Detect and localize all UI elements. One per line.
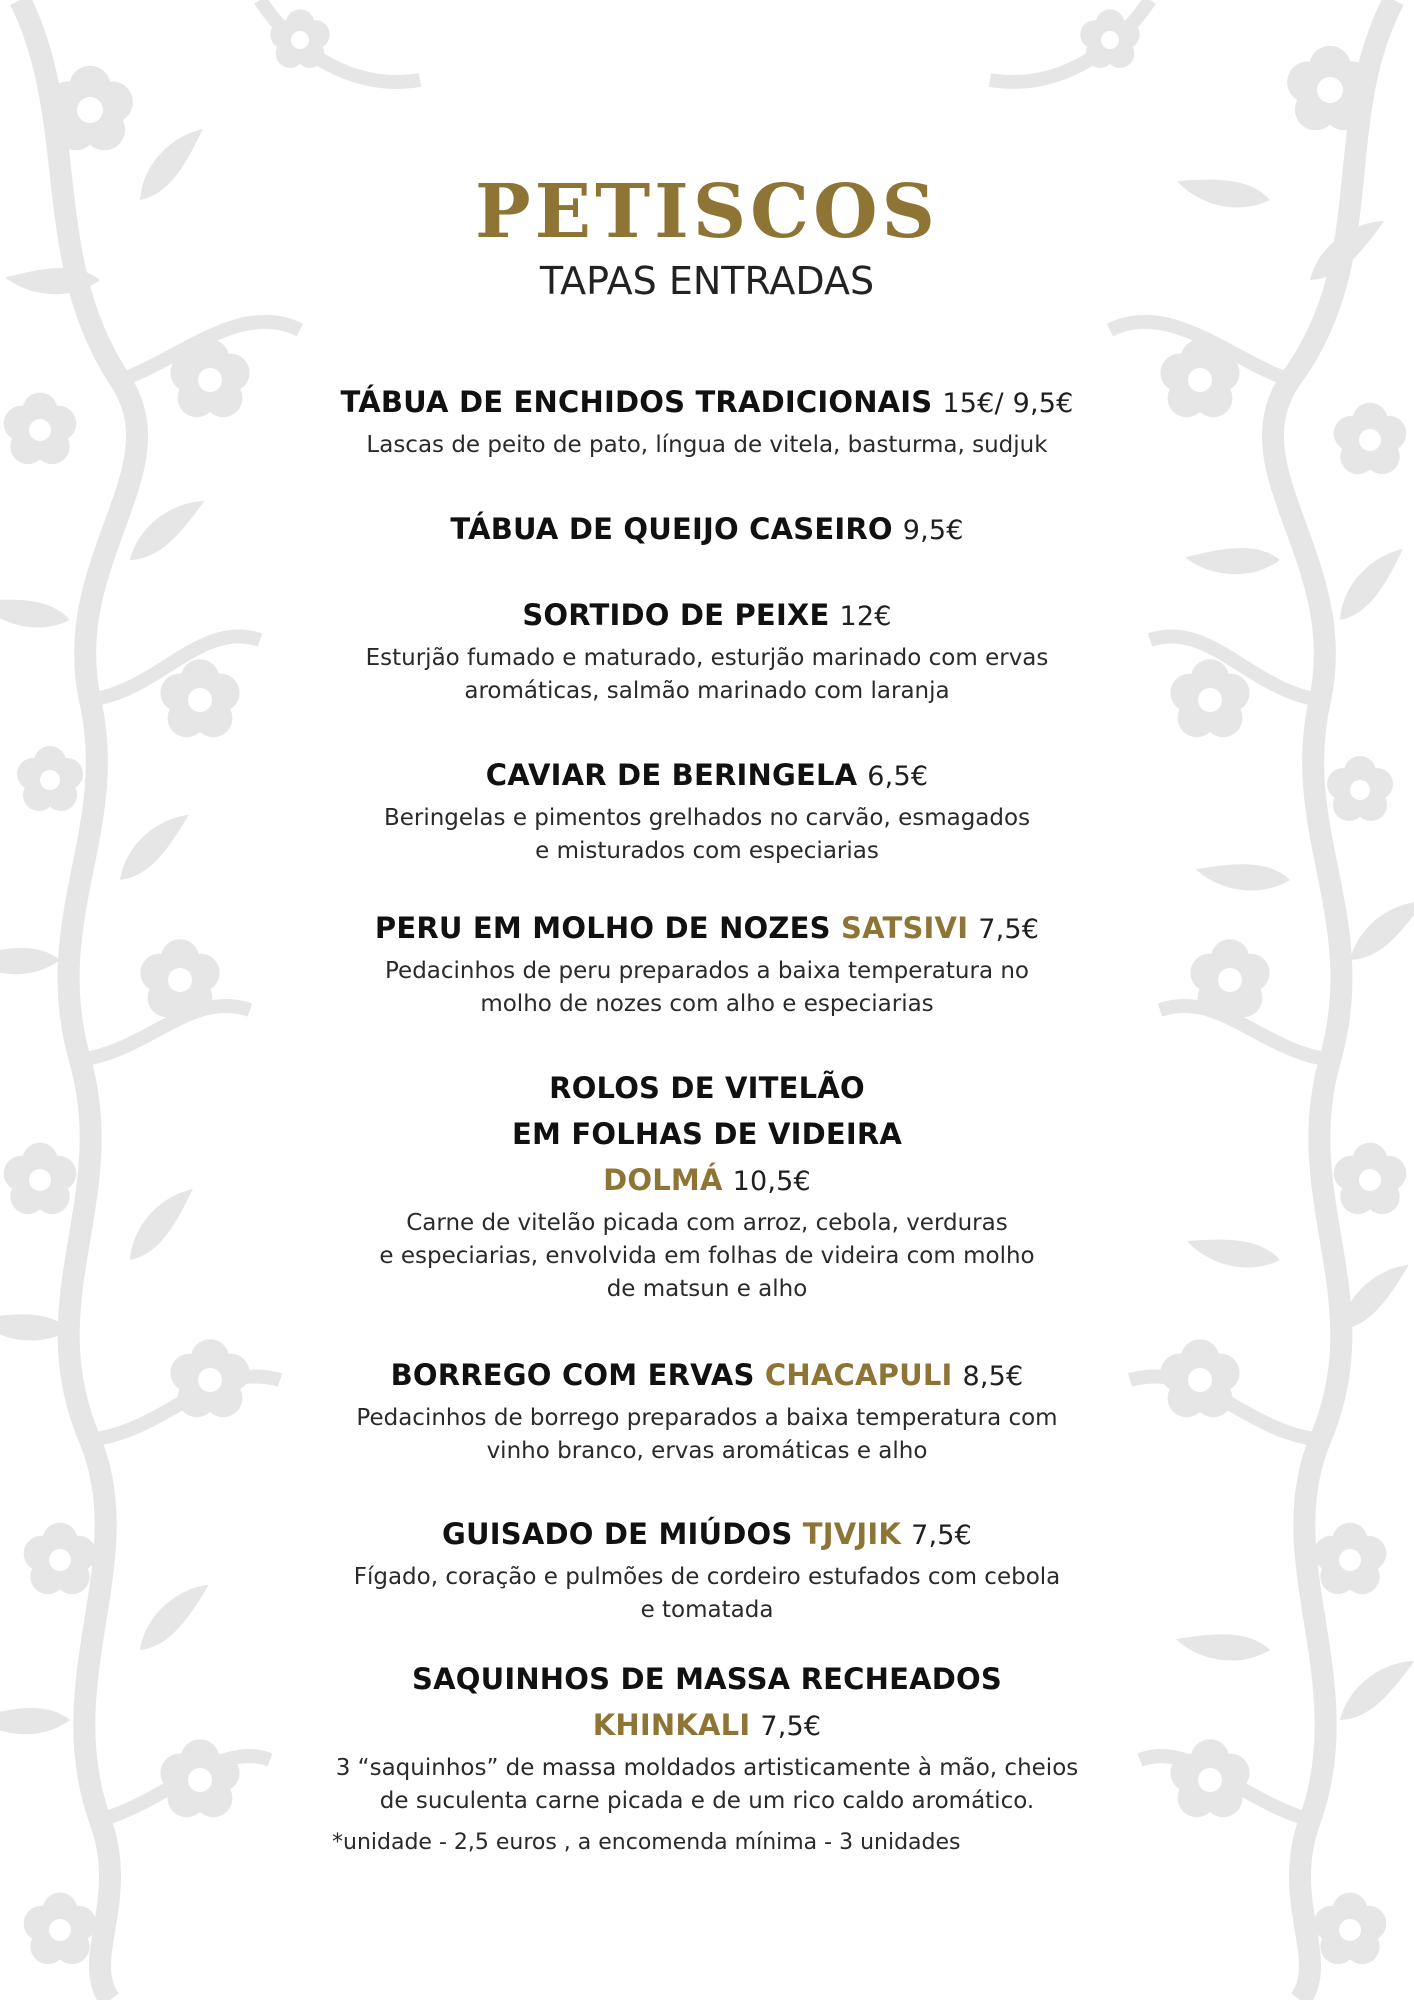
- footnote: *unidade - 2,5 euros , a encomenda mínima - 3 unidades: [332, 1830, 961, 1855]
- item-price: 12€: [839, 601, 892, 632]
- item-price: 7,5€: [978, 914, 1040, 945]
- item-name: GUISADO DE MIÚDOS: [442, 1517, 793, 1551]
- menu-subtitle: TAPAS ENTRADAS: [539, 259, 875, 303]
- item-description-line: Esturjão fumado e maturado, esturjão marinado com ervas: [365, 645, 1049, 671]
- item-description: [0, 642, 1414, 708]
- item-title-line: [0, 1656, 1414, 1750]
- item-description: [0, 955, 1414, 1021]
- item-price: 9,5€: [902, 515, 964, 546]
- menu-item-chacapuli: [0, 1352, 1414, 1468]
- item-name: SAQUINHOS DE MASSA RECHEADOS: [412, 1662, 1002, 1696]
- item-price: 7,5€: [760, 1711, 822, 1742]
- item-title-line: [0, 1065, 1414, 1205]
- item-description-line: Carne de vitelão picada com arroz, cebola, verduras: [406, 1210, 1008, 1236]
- item-title-line: [0, 1352, 1414, 1400]
- menu-item-peru-satsivi: [0, 905, 1414, 1021]
- item-description-line: Fígado, coração e pulmões de cordeiro estufados com cebola: [353, 1564, 1061, 1590]
- item-description-line: e especiarias, envolvida em folhas de videira com molho: [379, 1243, 1035, 1269]
- menu-brand-title: PETISCOS: [475, 169, 939, 255]
- menu-item-tabua-enchidos: [0, 379, 1414, 462]
- item-accent-name: DOLMÁ: [603, 1163, 723, 1197]
- item-title-line: [0, 1511, 1414, 1559]
- item-name: CAVIAR DE BERINGELA: [485, 758, 858, 792]
- item-description-line: 3 “saquinhos” de massa moldados artisticamente à mão, cheios: [335, 1755, 1079, 1781]
- item-description: [0, 802, 1414, 868]
- item-accent-name: SATSIVI: [841, 911, 969, 945]
- item-title-line: [0, 905, 1414, 953]
- item-description: [0, 1752, 1414, 1818]
- item-title-line: [0, 592, 1414, 640]
- item-name-line: EM FOLHAS DE VIDEIRA: [511, 1117, 903, 1151]
- item-description-line: e tomatada: [640, 1597, 774, 1623]
- item-name: TÁBUA DE ENCHIDOS TRADICIONAIS: [340, 385, 933, 419]
- menu-item-tjvjik: [0, 1511, 1414, 1627]
- item-description-line: de suculenta carne picada e de um rico caldo aromático.: [379, 1788, 1035, 1814]
- item-description-line: de matsun e alho: [606, 1276, 808, 1302]
- item-description-line: Pedacinhos de borrego preparados a baixa temperatura com: [356, 1405, 1058, 1431]
- item-accent-name: CHACAPULI: [764, 1358, 953, 1392]
- item-description-line: molho de nozes com alho e especiarias: [480, 991, 934, 1017]
- item-title-line: [0, 752, 1414, 800]
- item-description-line: Pedacinhos de peru preparados a baixa temperatura no: [385, 958, 1029, 984]
- item-name: PERU EM MOLHO DE NOZES: [374, 911, 831, 945]
- menu-item-dolma: [0, 1065, 1414, 1306]
- item-name: TÁBUA DE QUEIJO CASEIRO: [450, 512, 893, 546]
- item-title-line: [0, 506, 1414, 554]
- item-title-line: [0, 379, 1414, 427]
- menu-item-khinkali: [0, 1656, 1414, 1818]
- item-description-line: Beringelas e pimentos grelhados no carvão, esmagados: [383, 805, 1031, 831]
- item-description-line: Lascas de peito de pato, língua de vitela, basturma, sudjuk: [366, 432, 1048, 458]
- item-price: 15€/ 9,5€: [942, 388, 1074, 419]
- menu-item-sortido-peixe: [0, 592, 1414, 708]
- item-accent-line: [0, 1702, 1414, 1750]
- item-name-line: ROLOS DE VITELÃO: [549, 1071, 865, 1105]
- item-description: [0, 429, 1414, 462]
- item-accent-line: [0, 1157, 1414, 1205]
- item-description: [0, 1561, 1414, 1627]
- item-price: 6,5€: [867, 761, 929, 792]
- item-price: 10,5€: [732, 1166, 811, 1197]
- item-accent-name: TJVJIK: [802, 1517, 902, 1551]
- item-name: SORTIDO DE PEIXE: [522, 598, 830, 632]
- item-description: [0, 1207, 1414, 1306]
- item-price: 7,5€: [911, 1520, 972, 1551]
- item-description-line: vinho branco, ervas aromáticas e alho: [486, 1438, 928, 1464]
- item-description-line: aromáticas, salmão marinado com laranja: [464, 678, 950, 704]
- menu-item-tabua-queijo: [0, 506, 1414, 554]
- menu-item-caviar-beringela: [0, 752, 1414, 868]
- item-name: BORREGO COM ERVAS: [390, 1358, 755, 1392]
- item-description-line: e misturados com especiarias: [535, 838, 879, 864]
- item-accent-name: KHINKALI: [592, 1708, 751, 1742]
- item-price: 8,5€: [962, 1361, 1024, 1392]
- item-description: [0, 1402, 1414, 1468]
